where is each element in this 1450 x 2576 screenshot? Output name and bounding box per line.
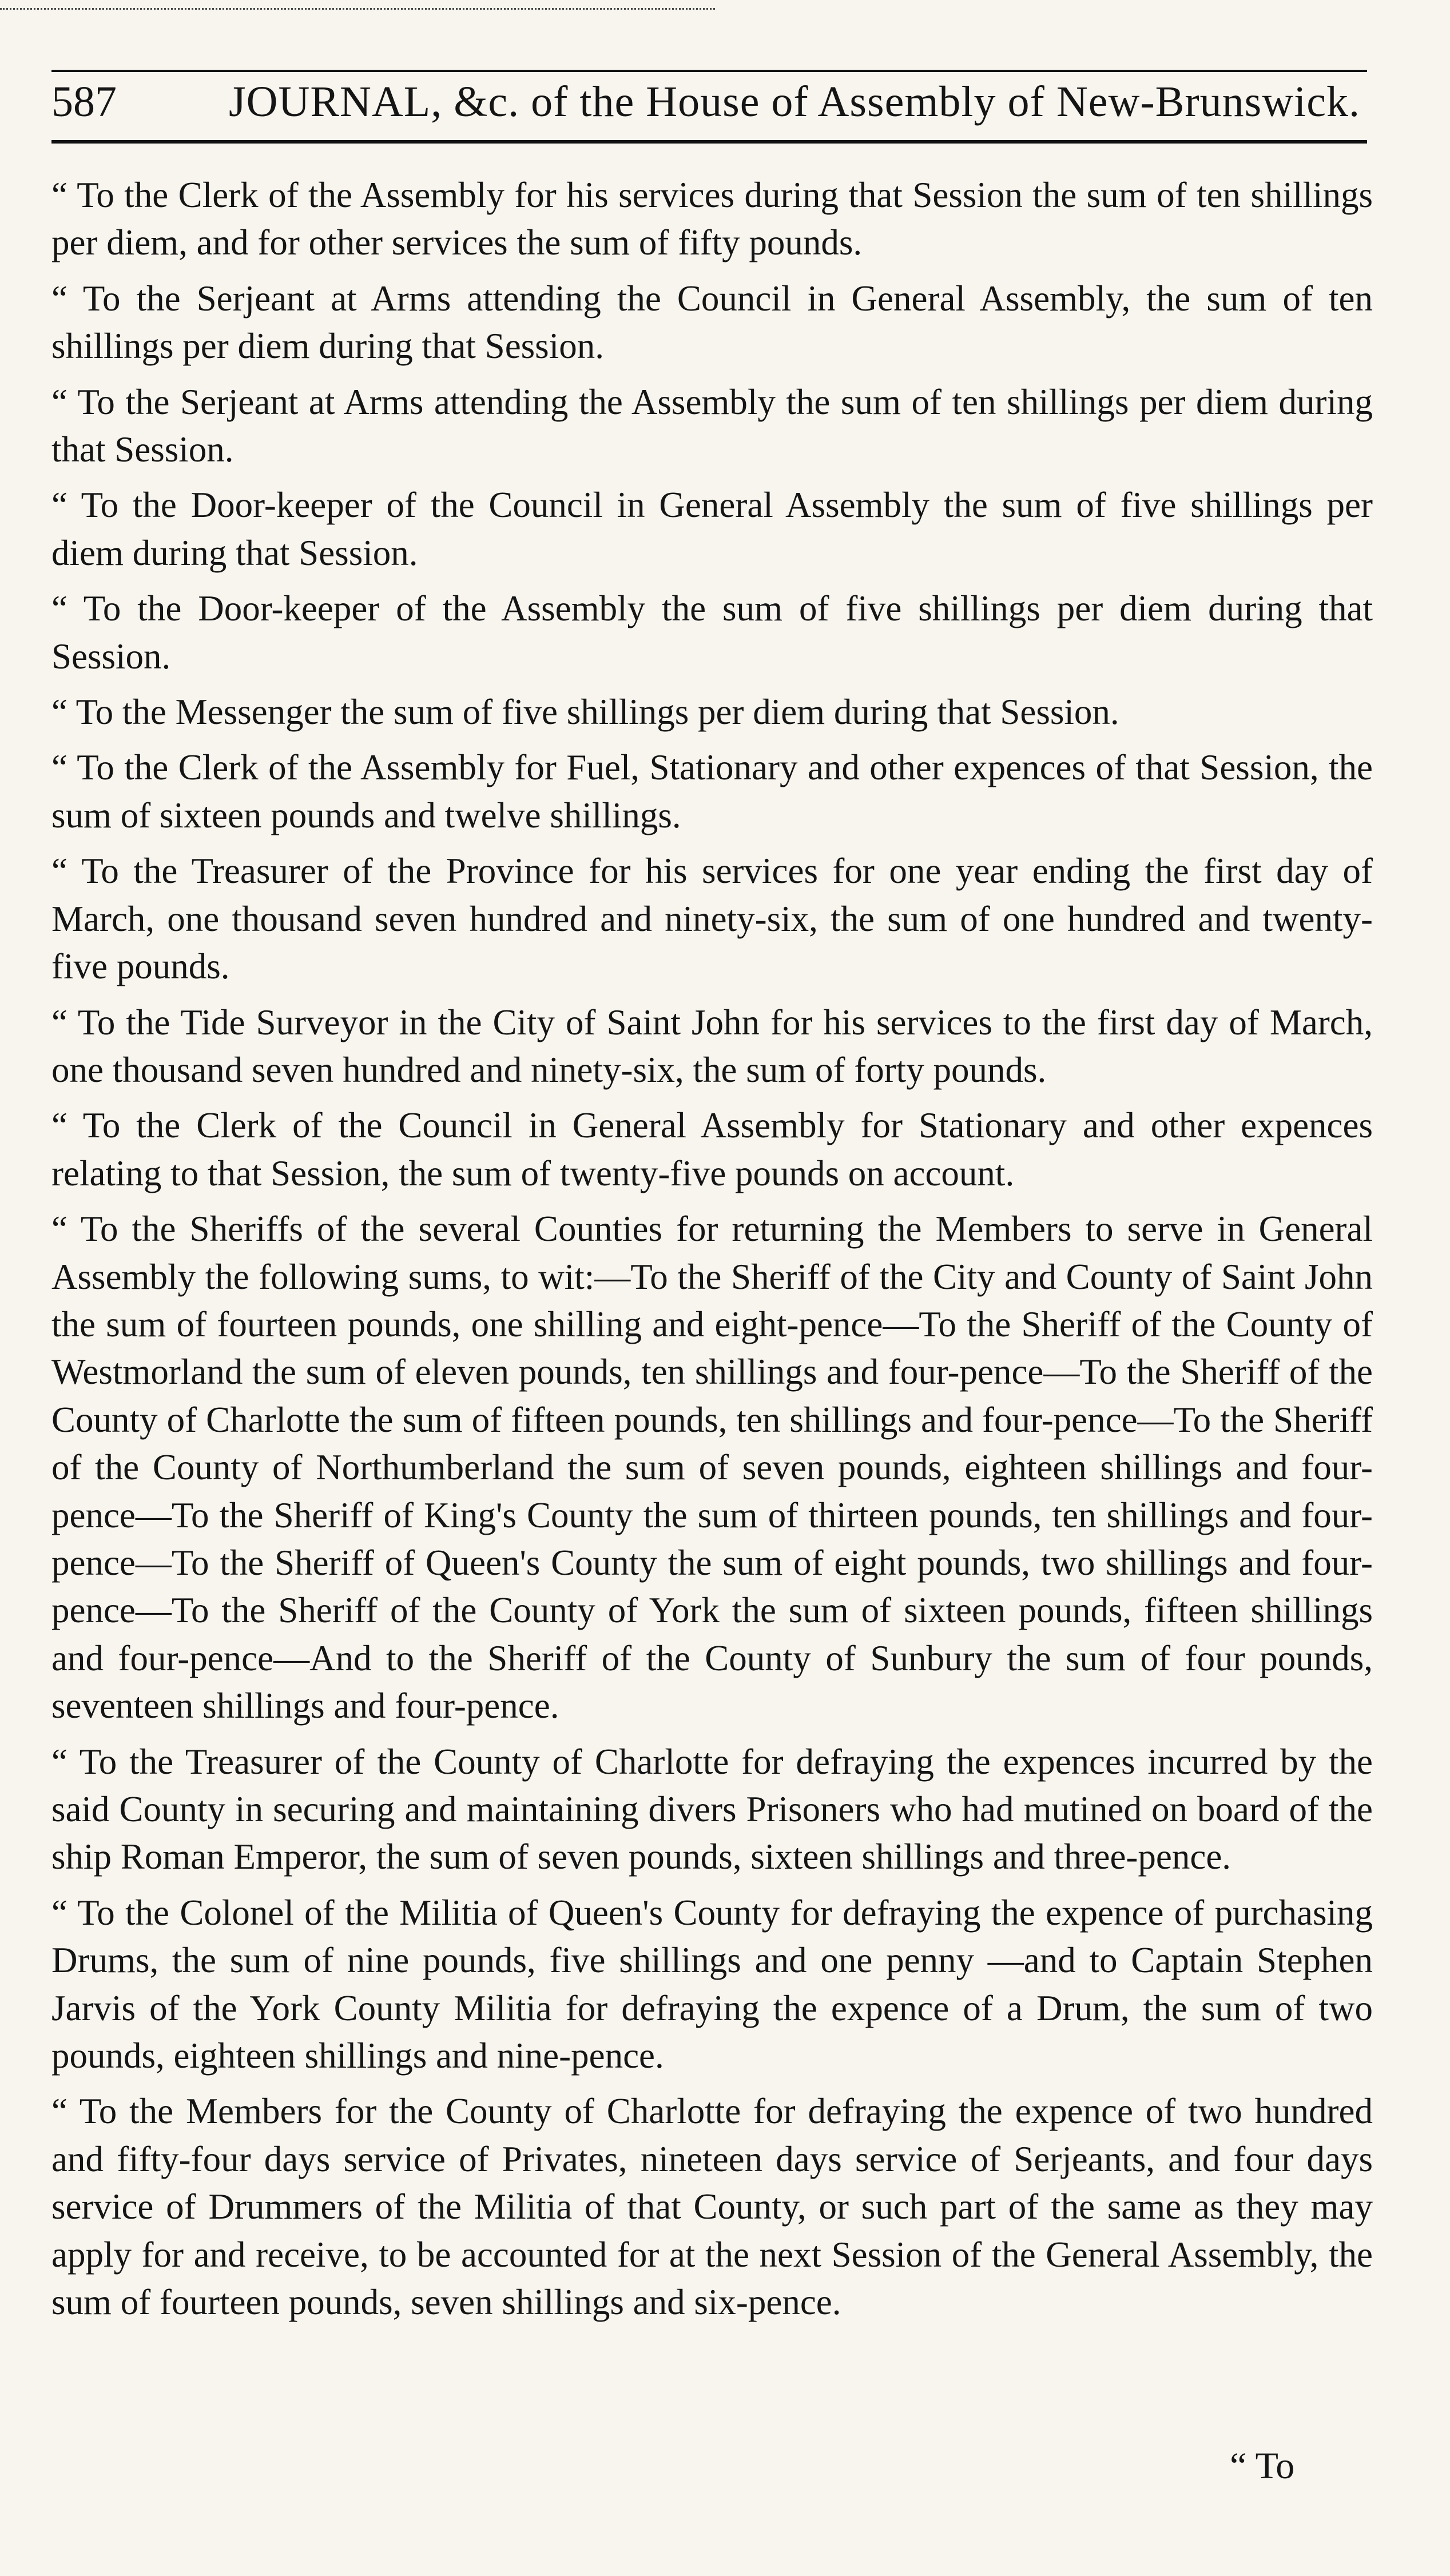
header-bottom-rule [51,140,1367,144]
paragraph-serjeant-council: “ To the Serjeant at Arms attending the Council in General Assembly, the sum of ten shillings per diem during that Session. [51,278,1373,367]
paragraph-sheriffs: “ To the Sheriffs of the several Counties for returning the Members to serve in General Assembly the following sums, to wit:—To the Sheriff of the City and County of Saint John the sum of fourteen pounds, one shilling and eight-pence—To the Sheriff of the County of Westmorland the sum of eleven pounds, ten shillings and four-pence—To the Sheriff of the County of Charlotte the sum of fifteen pounds, ten shillings and four-pence—To the Sheriff of the County of Northumberland the sum of seven pounds, eighteen shillings and four-pence—To the Sheriff of King's County the sum of thirteen pounds, ten shillings and four-pence—To the Sheriff of Queen's County the sum of eight pounds, two shillings and four-pence—To the Sheriff of the County of York the sum of sixteen pounds, fifteen shillings and four-pence—And to the Sheriff of the County of Sunbury the sum of four pounds, seventeen shillings and four-pence. [51,1209,1373,1726]
paragraph-clerk-council: “ To the Clerk of the Council in General Assembly for Stationary and other expences relating to that Session, the sum of twenty-five pounds on account. [51,1105,1373,1193]
paragraph-messenger: “ To the Messenger the sum of five shillings per diem during that Session. [51,692,1119,732]
paragraph-tide-surveyor: “ To the Tide Surveyor in the City of Saint John for his services to the first day of March, one thousand seven hundred and ninety-six, the sum of forty pounds. [51,1002,1373,1090]
page-number: 587 [51,78,117,126]
paragraph-doorkeeper-assembly: “ To the Door-keeper of the Assembly the sum of five shillings per diem during that Session. [51,588,1373,676]
catchword: “ To [1230,2445,1295,2487]
page-header [51,77,1367,140]
paragraph-treasurer-charlotte: “ To the Treasurer of the County of Charlotte for defraying the expences incurred by the said County in securing and maintaining divers Prisoners who had mutined on board of the ship Roman Emperor, the sum of seven pounds, sixteen shillings and three-pence. [51,1741,1373,1877]
paragraph-militia-drums: “ To the Colonel of the Militia of Queen's County for defraying the expence of purchasing Drums, the sum of nine pounds, five shillings and one penny —and to Captain Stephen Jarvis of the York County Militia for defraying the expence of a Drum, the sum of two pounds, eighteen shillings and nine-pence. [51,1892,1373,2076]
journal-body [51,172,1373,2334]
torn-top-edge [0,0,715,10]
paragraph-serjeant-assembly: “ To the Serjeant at Arms attending the Assembly the sum of ten shillings per diem during that Session. [51,381,1373,470]
paragraph-members-charlotte: “ To the Members for the County of Charlotte for defraying the expence of two hundred and fifty-four days service of Privates, nineteen days service of Serjeants, and four days service of Drummers of the Militia of that County, or such part of the same as they may apply for and receive, to be accounted for at the next Session of the General Assembly, the sum of fourteen pounds, seven shillings and six-pence. [51,2091,1373,2323]
paragraph-treasurer-province: “ To the Treasurer of the Province for his services for one year ending the first day of March, one thousand seven hundred and ninety-six, the sum of one hundred and twenty-five pounds. [51,851,1373,987]
paragraph-clerk-assembly: “ To the Clerk of the Assembly for his services during that Session the sum of ten shillings per diem, and for other services the sum of fifty pounds. [51,175,1373,263]
header-top-rule [51,70,1367,72]
running-head: JOURNAL, &c. of the House of Assembly of New-Brunswick. [229,78,1360,126]
paragraph-doorkeeper-council: “ To the Door-keeper of the Council in General Assembly the sum of five shillings per diem during that Session. [51,485,1373,573]
paragraph-fuel-stationary: “ To the Clerk of the Assembly for Fuel, Stationary and other expences of that Session, the sum of sixteen pounds and twelve shillings. [51,747,1373,835]
